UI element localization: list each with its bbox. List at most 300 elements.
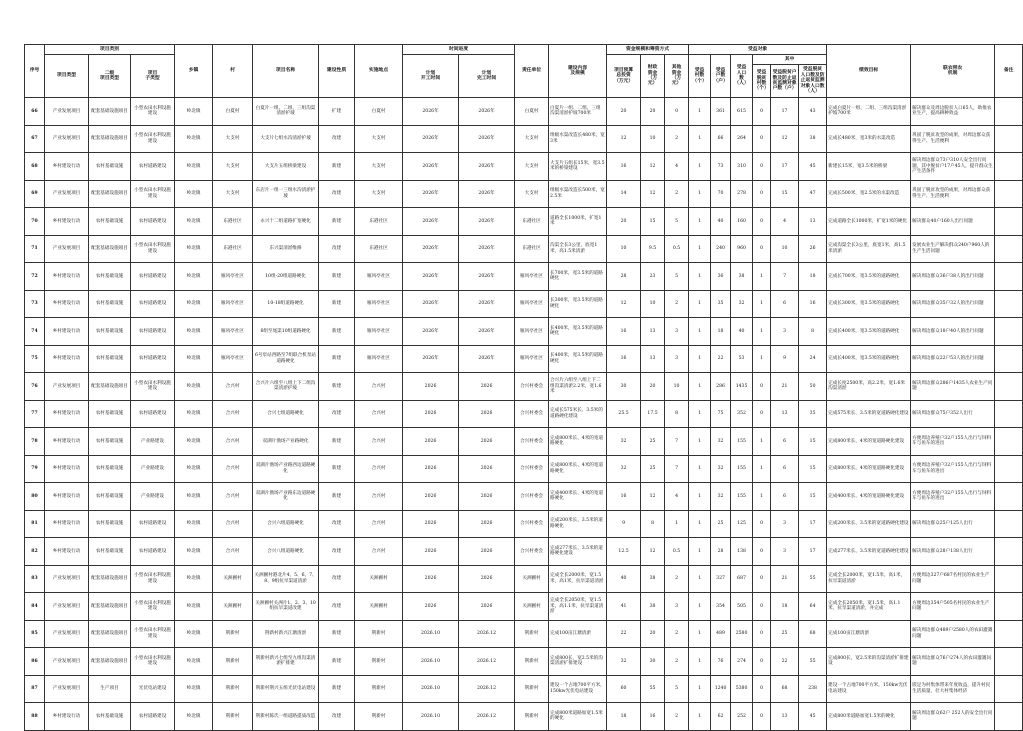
header-total: 项目预算 总投资 （万元） xyxy=(607,55,641,98)
cell-fiscal: 8 xyxy=(641,510,665,538)
table-row xyxy=(25,510,1023,538)
cell-poor-households: 17 xyxy=(771,98,799,126)
cell-nature: 改建 xyxy=(319,510,355,538)
cell-goal: 完成长700米，宽3.5米的道路硬化 xyxy=(827,263,911,291)
header-unit: 责任单位 xyxy=(515,45,549,98)
cell-end-time: 2026 xyxy=(459,593,515,621)
header-seq: 序号 xyxy=(25,45,45,98)
cell-poor-villages: 0 xyxy=(753,180,771,208)
cell-remark xyxy=(995,538,1023,566)
cell-location: 合兴村 xyxy=(355,455,403,483)
cell-benef-villages: 1 xyxy=(689,510,711,538)
table-row xyxy=(25,263,1023,291)
header-goal: 绩效目标 xyxy=(827,45,911,98)
cell-start-time: 2026.10 xyxy=(403,620,459,648)
cell-level2-type: 配套基础设施项目 xyxy=(89,620,131,648)
cell-village: 雁风亭社区 xyxy=(213,263,253,291)
cell-benef-households: 28 xyxy=(711,538,731,566)
cell-town: 岭北镇 xyxy=(175,400,213,428)
table-row xyxy=(25,483,1023,511)
cell-total: 16 xyxy=(607,318,641,346)
cell-unit: 关洲圃村 xyxy=(515,565,549,593)
cell-poor-population: 238 xyxy=(799,675,827,703)
table-row xyxy=(25,675,1023,703)
header-time-progress: 时间进度 xyxy=(403,45,515,55)
cell-fiscal: 38 xyxy=(641,593,665,621)
cell-nature: 改建 xyxy=(319,180,355,208)
cell-poor-villages: 0 xyxy=(753,208,771,236)
cell-town: 岭北镇 xyxy=(175,235,213,263)
cell-benef-households: 286 xyxy=(711,373,731,401)
cell-mechanism: 解决周边群众18户40人的出行问题 xyxy=(911,318,995,346)
cell-nature: 新建 xyxy=(319,373,355,401)
cell-goal: 完成道路全长1000米，扩宽1米的硬化 xyxy=(827,208,911,236)
cell-unit: 关洲圃村 xyxy=(515,593,549,621)
cell-end-time: 2026 xyxy=(459,455,515,483)
cell-content: 白夏片一组、二组、三组沟渠清淤护坡700米 xyxy=(549,98,607,126)
cell-end-time: 2026年 xyxy=(459,98,515,126)
cell-poor-households: 6 xyxy=(771,428,799,456)
cell-goal: 完成长480米，宽3米的水渠改造 xyxy=(827,125,911,153)
cell-seq: 84 xyxy=(25,593,45,621)
cell-other: 3 xyxy=(665,345,689,373)
table-row xyxy=(25,235,1023,263)
cell-benef-villages: 1 xyxy=(689,153,711,181)
cell-project-name: 10-18组道路硬化 xyxy=(253,290,319,318)
cell-project-type: 产业发展项目 xyxy=(45,675,89,703)
cell-poor-population: 15 xyxy=(799,483,827,511)
header-project-type: 项目类型 xyxy=(45,55,89,98)
cell-content: 组级水渠改造长500米，宽2.5米 xyxy=(549,180,607,208)
cell-project-name: 东店片一组一三组水沟清淤护坡 xyxy=(253,180,319,208)
cell-start-time: 2026年 xyxy=(403,345,459,373)
cell-benef-villages: 1 xyxy=(689,648,711,676)
cell-poor-villages: 1 xyxy=(753,428,771,456)
cell-unit: 合兴村委会 xyxy=(515,483,549,511)
cell-content: 组级水渠改造长480米，宽3米 xyxy=(549,125,607,153)
cell-poor-population: 15 xyxy=(799,455,827,483)
cell-benef-villages: 1 xyxy=(689,428,711,456)
cell-town: 岭北镇 xyxy=(175,125,213,153)
cell-benef-households: 361 xyxy=(711,98,731,126)
cell-project-name: 东兴渠清淤维修 xyxy=(253,235,319,263)
cell-unit: 荆新村 xyxy=(515,620,549,648)
cell-mechanism: 解决周边群众489户2580人的农田灌溉问题 xyxy=(911,620,995,648)
cell-remark xyxy=(995,510,1023,538)
cell-goal: 完成长度2500米，高2.2米，宽1.6米沟渠清淤 xyxy=(827,373,911,401)
cell-poor-households: 21 xyxy=(771,373,799,401)
cell-village: 荆新村 xyxy=(213,648,253,676)
cell-benef-population: 252 xyxy=(731,703,753,731)
cell-remark xyxy=(995,593,1023,621)
cell-poor-households: 13 xyxy=(771,400,799,428)
cell-end-time: 2026.12 xyxy=(459,648,515,676)
cell-total: 22 xyxy=(607,620,641,648)
cell-village: 雁风亭社区 xyxy=(213,345,253,373)
cell-goal: 完成400米长、4米的宽道路硬化建设 xyxy=(827,483,911,511)
cell-total: 18 xyxy=(607,703,641,731)
cell-other: 2 xyxy=(665,648,689,676)
cell-level2-type: 农村基础设施 xyxy=(89,455,131,483)
cell-remark xyxy=(995,345,1023,373)
cell-nature: 新建 xyxy=(319,648,355,676)
cell-level2-type: 农村基础设施 xyxy=(89,263,131,291)
cell-content: 完成400米长、4米的宽道路硬化 xyxy=(549,483,607,511)
cell-poor-villages: 1 xyxy=(753,345,771,373)
cell-unit: 雁风亭社区 xyxy=(515,318,549,346)
cell-seq: 72 xyxy=(25,263,45,291)
cell-goal: 建设一个占地700平方米，150kw光伏电站建设 xyxy=(827,675,911,703)
cell-village: 东港社区 xyxy=(213,235,253,263)
cell-poor-population: 17 xyxy=(799,538,827,566)
cell-content: 完成全长2000米，宽1.5米，高1米，抗旱渠道清淤 xyxy=(549,565,607,593)
header-start-time: 计划 开工时间 xyxy=(403,55,459,98)
cell-content: 建设一个占地700平方米，150kw光伏电站建设 xyxy=(549,675,607,703)
cell-town: 岭北镇 xyxy=(175,153,213,181)
cell-nature: 改建 xyxy=(319,593,355,621)
cell-seq: 75 xyxy=(25,345,45,373)
cell-poor-population: 18 xyxy=(799,263,827,291)
cell-village: 大支村 xyxy=(213,180,253,208)
cell-other: 7 xyxy=(665,455,689,483)
cell-benef-population: 155 xyxy=(731,428,753,456)
cell-project-type: 乡村建设行动 xyxy=(45,290,89,318)
cell-town: 岭北镇 xyxy=(175,593,213,621)
cell-other: 0.5 xyxy=(665,538,689,566)
cell-benef-households: 73 xyxy=(711,153,731,181)
cell-sub-type: 产业路建设 xyxy=(131,483,175,511)
cell-location: 合兴村 xyxy=(355,400,403,428)
cell-seq: 82 xyxy=(25,538,45,566)
cell-benef-population: 2580 xyxy=(731,620,753,648)
cell-benef-population: 1435 xyxy=(731,373,753,401)
cell-sub-type: 小型农田水利设施建设 xyxy=(131,180,175,208)
cell-location: 东港社区 xyxy=(355,235,403,263)
cell-poor-population: 55 xyxy=(799,565,827,593)
cell-project-name: 关洲圃村关洲片1、2、3、10组抗旱渠道改建 xyxy=(253,593,319,621)
cell-remark xyxy=(995,483,1023,511)
cell-level2-type: 配套基础设施项目 xyxy=(89,125,131,153)
cell-mechanism: 解决周边群众62户 252人的安全出行问题 xyxy=(911,703,995,731)
cell-poor-population: 8 xyxy=(799,318,827,346)
cell-benef-households: 354 xyxy=(711,593,731,621)
header-beneficiary: 受益对象 xyxy=(689,45,827,55)
cell-poor-households: 9 xyxy=(771,345,799,373)
cell-mechanism: 巩固了脱贫攻坚的成果，对周边群众获得生产、生活便利 xyxy=(911,125,995,153)
cell-unit: 合兴村委会 xyxy=(515,455,549,483)
cell-end-time: 2026 xyxy=(459,483,515,511)
cell-poor-population: 35 xyxy=(799,400,827,428)
cell-benef-villages: 1 xyxy=(689,263,711,291)
cell-goal: 完成长400米，宽3.5米的道路硬化 xyxy=(827,318,911,346)
cell-unit: 合兴村委会 xyxy=(515,428,549,456)
cell-goal: 完成全长2050米，宽1.5米，高1.1米，抗旱渠道清淤，并完成 xyxy=(827,593,911,621)
cell-mechanism: 方便周边养殖户32户155人出行与饲料车与鱼车的进出 xyxy=(911,455,995,483)
cell-poor-villages: 1 xyxy=(753,263,771,291)
cell-nature: 新建 xyxy=(319,455,355,483)
cell-poor-villages: 0 xyxy=(753,510,771,538)
cell-content: 道路全长1000米，扩宽1米 xyxy=(549,208,607,236)
cell-sub-type: 农村道路建设 xyxy=(131,290,175,318)
cell-goal: 完成800长，宽2.5米的沟渠清淤扩排建设 xyxy=(827,648,911,676)
cell-project-type: 乡村建设行动 xyxy=(45,703,89,731)
cell-sub-type: 产业路建设 xyxy=(131,455,175,483)
cell-poor-households: 13 xyxy=(771,703,799,731)
cell-village: 荆新村 xyxy=(213,703,253,731)
header-location: 实施地点 xyxy=(355,45,403,98)
cell-benef-households: 25 xyxy=(711,510,731,538)
cell-benef-households: 62 xyxy=(711,703,731,731)
cell-project-name: 合兴六组道路硬化 xyxy=(253,510,319,538)
cell-unit: 雁风亭社区 xyxy=(515,263,549,291)
cell-sub-type: 小型农田水利设施建设 xyxy=(131,648,175,676)
header-poor-villages: 受益 脱贫 村数 （个） xyxy=(753,65,771,98)
cell-poor-villages: 0 xyxy=(753,648,771,676)
cell-town: 岭北镇 xyxy=(175,510,213,538)
cell-seq: 86 xyxy=(25,648,45,676)
cell-mechanism: 解决周边群众25户125人出行 xyxy=(911,510,995,538)
cell-level2-type: 农村基础设施 xyxy=(89,428,131,456)
cell-project-type: 产业发展项目 xyxy=(45,593,89,621)
cell-benef-population: 138 xyxy=(731,538,753,566)
cell-start-time: 2026年 xyxy=(403,290,459,318)
header-village: 村 xyxy=(213,45,253,98)
cell-fiscal: 20 xyxy=(641,620,665,648)
cell-poor-villages: 1 xyxy=(753,483,771,511)
cell-total: 12 xyxy=(607,290,641,318)
table-row xyxy=(25,125,1023,153)
cell-project-type: 乡村建设行动 xyxy=(45,263,89,291)
cell-fiscal: 12 xyxy=(641,483,665,511)
cell-fiscal: 38 xyxy=(641,565,665,593)
cell-poor-villages: 1 xyxy=(753,318,771,346)
cell-remark xyxy=(995,400,1023,428)
cell-start-time: 2026 xyxy=(403,400,459,428)
cell-project-name: 合兴七组道路硬化 xyxy=(253,400,319,428)
cell-start-time: 2026.10 xyxy=(403,675,459,703)
cell-unit: 大支村 xyxy=(515,153,549,181)
cell-total: 30 xyxy=(607,373,641,401)
cell-poor-population: 68 xyxy=(799,620,827,648)
cell-project-name: 荆新村新兴七组至九组沟渠清淤扩排建 xyxy=(253,648,319,676)
table-header xyxy=(25,45,1023,98)
cell-content: 长300米，宽3.5米的道路硬化 xyxy=(549,290,607,318)
cell-goal: 完成长300米，宽3.5米的道路硬化 xyxy=(827,290,911,318)
cell-level2-type: 农村基础设施 xyxy=(89,345,131,373)
cell-content: 合兴片六组至八组上下二组沟渠清淤2.2米，宽1.6米 xyxy=(549,373,607,401)
cell-project-type: 乡村建设行动 xyxy=(45,153,89,181)
cell-other: 4 xyxy=(665,153,689,181)
cell-sub-type: 农村道路建设 xyxy=(131,703,175,731)
cell-goal: 完成长400米，宽3.5米的道路硬化 xyxy=(827,345,911,373)
table-row xyxy=(25,648,1023,676)
cell-goal: 完成800米道路加宽1.5米的硬化 xyxy=(827,703,911,731)
cell-fiscal: 9.5 xyxy=(641,235,665,263)
cell-poor-households: 68 xyxy=(771,675,799,703)
cell-fiscal: 10 xyxy=(641,290,665,318)
cell-level2-type: 农村基础设施 xyxy=(89,510,131,538)
cell-fiscal: 13 xyxy=(641,345,665,373)
cell-village: 合兴村 xyxy=(213,428,253,456)
cell-poor-population: 26 xyxy=(799,235,827,263)
header-other: 其他 资金 （万 元） xyxy=(665,55,689,98)
cell-other: 5 xyxy=(665,263,689,291)
cell-project-type: 产业发展项目 xyxy=(45,565,89,593)
cell-level2-type: 配套基础设施项目 xyxy=(89,98,131,126)
cell-seq: 71 xyxy=(25,235,45,263)
cell-unit: 荆新村 xyxy=(515,703,549,731)
cell-project-type: 乡村建设行动 xyxy=(45,208,89,236)
cell-nature: 新建 xyxy=(319,428,355,456)
cell-seq: 83 xyxy=(25,565,45,593)
cell-location: 雁风亭社区 xyxy=(355,290,403,318)
cell-end-time: 2026 xyxy=(459,373,515,401)
cell-mechanism: 发展农业生产解决群众240户960人的生产生活问题 xyxy=(911,235,995,263)
cell-mechanism: 解决周边群众75户352人出行 xyxy=(911,400,995,428)
cell-other: 0.5 xyxy=(665,235,689,263)
header-end-time: 计划 完工时间 xyxy=(459,55,515,98)
cell-nature: 新建 xyxy=(319,675,355,703)
cell-project-name: 白夏片一组、二组、三组沟渠清淤护坡 xyxy=(253,98,319,126)
cell-town: 岭北镇 xyxy=(175,180,213,208)
cell-poor-villages: 0 xyxy=(753,235,771,263)
cell-village: 合兴村 xyxy=(213,373,253,401)
cell-end-time: 2026.12 xyxy=(459,675,515,703)
cell-total: 32 xyxy=(607,428,641,456)
cell-level2-type: 农村基础设施 xyxy=(89,538,131,566)
cell-other: 1 xyxy=(665,510,689,538)
cell-poor-population: 16 xyxy=(799,290,827,318)
cell-content: 长700米，宽3.5米的道路硬化 xyxy=(549,263,607,291)
cell-location: 合兴村 xyxy=(355,373,403,401)
table-row xyxy=(25,538,1023,566)
cell-benef-households: 32 xyxy=(711,483,731,511)
cell-location: 雁风亭社区 xyxy=(355,345,403,373)
cell-total: 12.5 xyxy=(607,538,641,566)
cell-benef-population: 38 xyxy=(731,263,753,291)
cell-sub-type: 农村道路建设 xyxy=(131,400,175,428)
cell-benef-population: 160 xyxy=(731,208,753,236)
project-sheet xyxy=(24,44,1014,731)
header-benef-households: 受益 户数 （户） xyxy=(711,55,731,98)
cell-nature: 改建 xyxy=(319,235,355,263)
cell-fiscal: 12 xyxy=(641,180,665,208)
cell-project-name: 6组至尾渠10组道路硬化 xyxy=(253,318,319,346)
cell-location: 合兴村 xyxy=(355,428,403,456)
cell-mechanism: 解决周边群众73户310人安全出行问题，其中脱贫户17户45人，提升群众生产生活条件 xyxy=(911,153,995,181)
cell-poor-villages: 0 xyxy=(753,153,771,181)
cell-content: 完成全长2050米，宽1.5米，高1.1米，抗旱渠道清淤 xyxy=(549,593,607,621)
cell-seq: 80 xyxy=(25,483,45,511)
cell-seq: 70 xyxy=(25,208,45,236)
cell-location: 荆新村 xyxy=(355,648,403,676)
cell-end-time: 2026 xyxy=(459,428,515,456)
cell-nature: 改建 xyxy=(319,703,355,731)
cell-sub-type: 光伏电站建设 xyxy=(131,675,175,703)
cell-benef-households: 22 xyxy=(711,345,731,373)
cell-other: 5 xyxy=(665,208,689,236)
cell-sub-type: 农村道路建设 xyxy=(131,208,175,236)
cell-sub-type: 农村道路建设 xyxy=(131,263,175,291)
cell-poor-villages: 0 xyxy=(753,593,771,621)
cell-content: 完成800米道路加宽1.5米的硬化 xyxy=(549,703,607,731)
table-row xyxy=(25,400,1023,428)
cell-content: 完成200米长、3.5米的道路硬化 xyxy=(549,510,607,538)
cell-content: 大支片五组长15米，宽3.5米的桥梁建设 xyxy=(549,153,607,181)
cell-start-time: 2026年 xyxy=(403,153,459,181)
cell-benef-population: 53 xyxy=(731,345,753,373)
cell-benef-villages: 1 xyxy=(689,565,711,593)
cell-project-type: 乡村建设行动 xyxy=(45,483,89,511)
cell-mechanism: 方便周边327户687名村民的农业生产问题 xyxy=(911,565,995,593)
table-row xyxy=(25,565,1023,593)
cell-benef-population: 505 xyxy=(731,593,753,621)
cell-poor-households: 12 xyxy=(771,125,799,153)
cell-benef-villages: 1 xyxy=(689,373,711,401)
cell-project-name: 荆新村新兴江塘清淤 xyxy=(253,620,319,648)
cell-benef-households: 1240 xyxy=(711,675,731,703)
header-benef-villages: 受益 村数 （个） xyxy=(689,55,711,98)
cell-benef-population: 32 xyxy=(731,290,753,318)
cell-sub-type: 小型农田水利设施建设 xyxy=(131,620,175,648)
cell-village: 关洲圃村 xyxy=(213,565,253,593)
cell-total: 40 xyxy=(607,565,641,593)
cell-fiscal: 20 xyxy=(641,373,665,401)
cell-poor-households: 15 xyxy=(771,180,799,208)
cell-end-time: 2026 xyxy=(459,565,515,593)
cell-project-name: 永兴十二组道路扩宽硬化 xyxy=(253,208,319,236)
cell-location: 关洲圃村 xyxy=(355,565,403,593)
cell-benef-villages: 1 xyxy=(689,675,711,703)
cell-town: 岭北镇 xyxy=(175,565,213,593)
cell-location: 合兴村 xyxy=(355,483,403,511)
cell-unit: 合兴村委会 xyxy=(515,400,549,428)
table-row xyxy=(25,318,1023,346)
cell-town: 岭北镇 xyxy=(175,98,213,126)
cell-poor-population: 45 xyxy=(799,703,827,731)
cell-village: 东港社区 xyxy=(213,208,253,236)
cell-remark xyxy=(995,648,1023,676)
cell-poor-households: 3 xyxy=(771,538,799,566)
cell-town: 岭北镇 xyxy=(175,428,213,456)
cell-town: 岭北镇 xyxy=(175,703,213,731)
table-row xyxy=(25,153,1023,181)
cell-poor-households: 6 xyxy=(771,455,799,483)
table-row xyxy=(25,455,1023,483)
cell-poor-villages: 1 xyxy=(753,290,771,318)
cell-total: 32 xyxy=(607,648,641,676)
cell-total: 41 xyxy=(607,593,641,621)
cell-village: 合兴村 xyxy=(213,510,253,538)
cell-seq: 74 xyxy=(25,318,45,346)
cell-remark xyxy=(995,373,1023,401)
cell-benef-population: 960 xyxy=(731,235,753,263)
cell-content: 沟渠全长3公里，底宽1米，高1.5米清淤 xyxy=(549,235,607,263)
cell-end-time: 2026 xyxy=(459,400,515,428)
cell-start-time: 2026 xyxy=(403,428,459,456)
cell-end-time: 2026年 xyxy=(459,263,515,291)
cell-benef-villages: 1 xyxy=(689,345,711,373)
cell-unit: 合兴村委会 xyxy=(515,510,549,538)
cell-benef-villages: 1 xyxy=(689,538,711,566)
header-content: 建设内容 及规模 xyxy=(549,45,607,98)
cell-project-name: 合兴片六组至八组上下二组沟渠清淤护坡 xyxy=(253,373,319,401)
table-row xyxy=(25,703,1023,731)
header-fiscal: 财政 资金 （万 元） xyxy=(641,55,665,98)
cell-seq: 67 xyxy=(25,125,45,153)
cell-project-type: 乡村建设行动 xyxy=(45,318,89,346)
cell-start-time: 2026年 xyxy=(403,180,459,208)
